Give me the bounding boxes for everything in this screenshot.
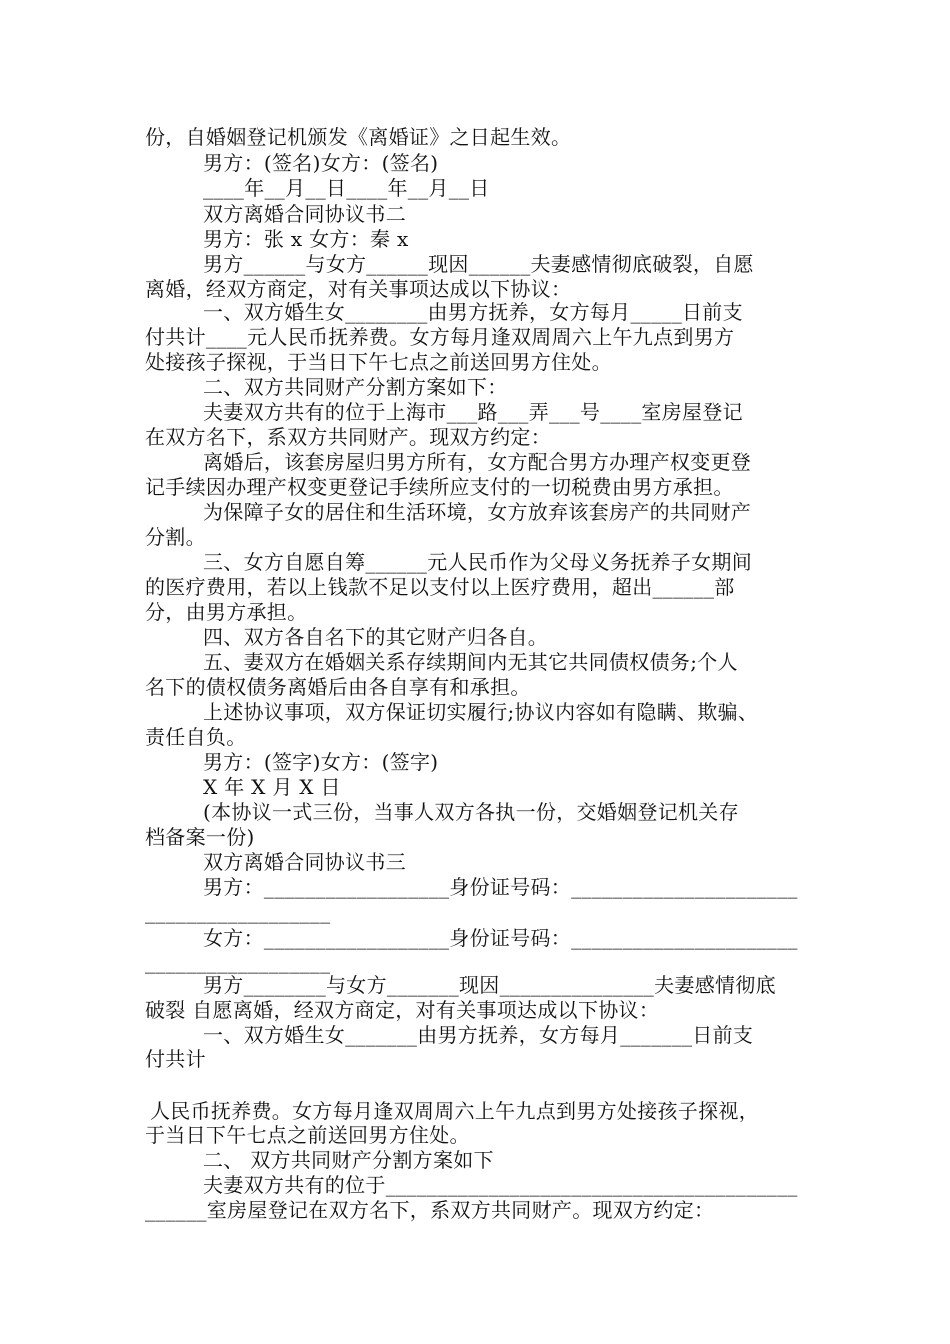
text-line: 男方________与女方_______现因_______________夫妻感情彻底 [203, 973, 776, 997]
text-line: (本协议一式三份，当事人双方各执一份，交婚姻登记机关存 [203, 800, 739, 824]
text-line: 档备案一份) [145, 825, 255, 849]
text-line: 一、双方婚生女_______由男方抚养，女方每月_______日前支 [203, 1023, 754, 1047]
text-line: 于当日下午七点之前送回男方住处。 [145, 1123, 470, 1147]
text-line: 男方：(签名)女方：(签名) [203, 151, 439, 175]
text-line: 二、双方共同财产分割方案如下： [203, 375, 508, 399]
text-line: X 年 X 月 X 日 [203, 775, 341, 799]
text-line: __________________ [145, 900, 331, 924]
text-line: 付共计 [145, 1047, 206, 1071]
text-line: 二、 双方共同财产分割方案如下 [203, 1148, 494, 1172]
text-line: 的医疗费用，若以上钱款不足以支付以上医疗费用，超出______部 [145, 575, 735, 599]
text-line: 一、双方婚生女________由男方抚养，女方每月_____日前支 [203, 300, 743, 324]
text-line: 分割。 [145, 525, 206, 549]
text-line: 名下的债权债务离婚后由各自享有和承担。 [145, 675, 531, 699]
text-line: 男方：张 x 女方：秦 x [203, 227, 409, 251]
text-line: 上述协议事项，双方保证切实履行;协议内容如有隐瞒、欺骗、 [203, 700, 759, 724]
text-line: 份，自婚姻登记机颁发《离婚证》之日起生效。 [145, 125, 572, 149]
text-line: 离婚，经双方商定，对有关事项达成以下协议： [145, 277, 572, 301]
section-title: 双方离婚合同协议书二 [203, 202, 406, 226]
text-line: 男方：__________________身份证号码：______________________ [203, 875, 798, 899]
text-line: 在双方名下，系双方共同财产。现双方约定： [145, 425, 551, 449]
text-line: 男方：(签字)女方：(签字) [203, 750, 439, 774]
text-line: 男方______与女方______现因______夫妻感情彻底破裂，自愿 [203, 252, 754, 276]
section-title: 双方离婚合同协议书三 [203, 850, 406, 874]
text-line: 处接孩子探视，于当日下午七点之前送回男方住处。 [145, 350, 612, 374]
text-line: ______室房屋登记在双方名下，系双方共同财产。现双方约定： [145, 1198, 715, 1222]
text-line: 破裂 自愿离婚，经双方商定，对有关事项达成以下协议： [145, 998, 660, 1022]
text-line: 夫妻双方共有的位于________________________________________ [203, 1173, 798, 1197]
text-line: 四、双方各自名下的其它财产归各自。 [203, 625, 549, 649]
text-line: 分，由男方承担。 [145, 600, 308, 624]
text-line: 离婚后，该套房屋归男方所有，女方配合男方办理产权变更登 [203, 450, 752, 474]
text-line: 为保障子女的居住和生活环境，女方放弃该套房产的共同财产 [203, 500, 752, 524]
text-line: 三、女方自愿自筹______元人民币作为父母义务抚养子女期间 [203, 550, 752, 574]
text-line: 责任自负。 [145, 725, 247, 749]
text-line: 夫妻双方共有的位于上海市___路___弄___号____室房屋登记 [203, 400, 743, 424]
text-line: 女方：__________________身份证号码：______________________ [203, 926, 798, 950]
text-line: ____年__月__日____年__月__日 [203, 176, 490, 200]
text-line: __________________ [145, 950, 331, 974]
text-line: 五、妻双方在婚姻关系存续期间内无其它共同债权债务;个人 [203, 650, 738, 674]
text-line: 人民币抚养费。女方每月逢双周周六上午九点到男方处接孩子探视， [150, 1099, 759, 1123]
text-line: 记手续因办理产权变更登记手续所应支付的一切税费由男方承担。 [145, 475, 734, 499]
text-line: 付共计____元人民币抚养费。女方每月逢双周周六上午九点到男方 [145, 325, 735, 349]
